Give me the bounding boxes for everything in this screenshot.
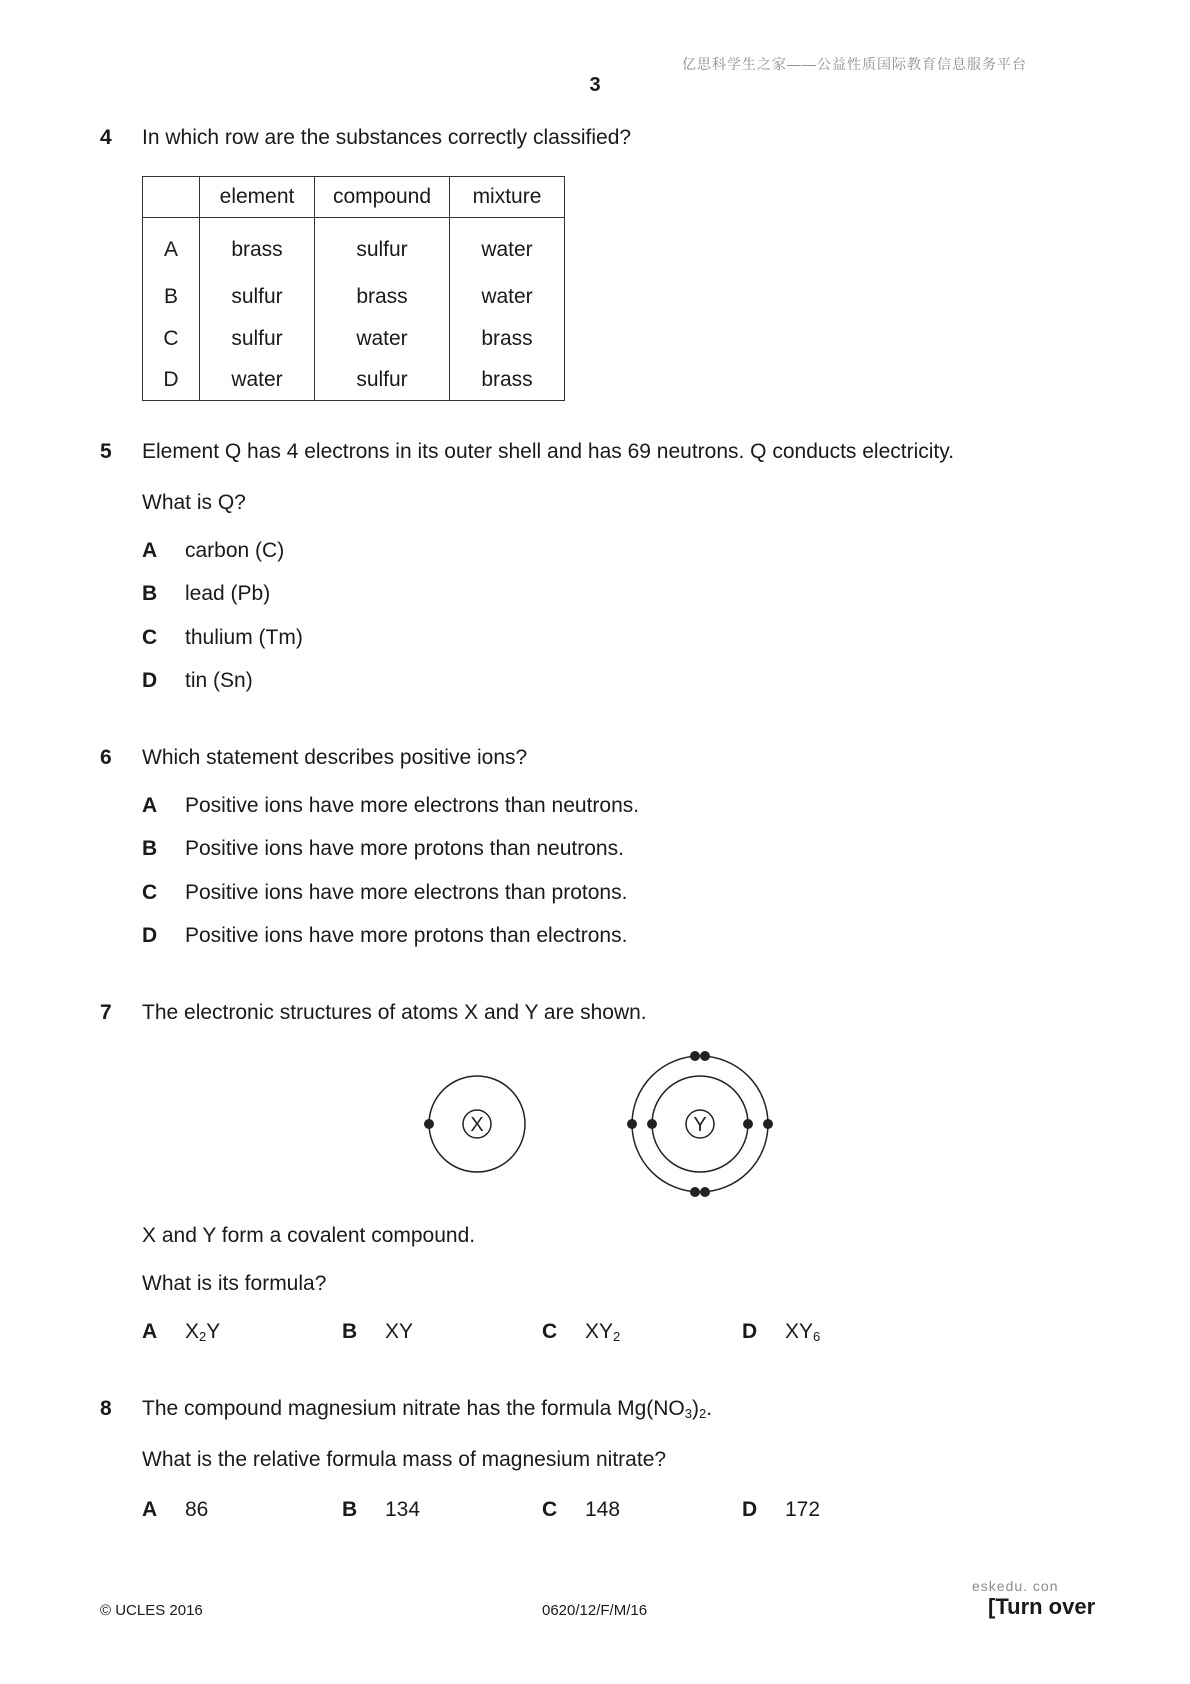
cell-mixture: brass xyxy=(450,360,565,401)
cell-mixture: water xyxy=(450,218,565,277)
q8-option-a-letter: A xyxy=(142,1498,158,1521)
q5-option-a-letter: A xyxy=(142,539,158,562)
q5-option-d-text: tin (Sn) xyxy=(185,669,253,692)
turn-over-label: [Turn over xyxy=(988,1594,1096,1619)
table-row xyxy=(143,318,565,360)
q5-option-d-letter: D xyxy=(142,669,158,692)
electron-structure-diagram xyxy=(410,1040,790,1210)
electron xyxy=(424,1119,434,1129)
electron xyxy=(690,1051,700,1061)
question-6-text: Which statement describes positive ions? xyxy=(142,746,528,769)
table-header-blank xyxy=(143,177,200,218)
q6-option-b-text: Positive ions have more protons than neutrons. xyxy=(185,837,624,860)
cell-compound: sulfur xyxy=(315,360,450,401)
q7-option-c-letter: C xyxy=(542,1320,558,1343)
atom-x xyxy=(424,1076,525,1172)
q6-option-a-letter: A xyxy=(142,794,158,817)
page-number: 3 xyxy=(589,74,601,96)
q5-option-b-letter: B xyxy=(142,582,158,605)
table-header-compound: compound xyxy=(315,177,450,218)
row-label: D xyxy=(143,360,200,401)
q6-option-d-letter: D xyxy=(142,924,158,947)
question-8-number: 8 xyxy=(100,1397,112,1420)
electron xyxy=(690,1187,700,1197)
cell-element: sulfur xyxy=(200,276,315,318)
q8-option-d-text: 172 xyxy=(785,1498,821,1521)
q7-option-b-letter: B xyxy=(342,1320,358,1343)
cell-mixture: brass xyxy=(450,318,565,360)
row-label: B xyxy=(143,276,200,318)
q8-option-b-text: 134 xyxy=(385,1498,421,1521)
q5-option-c-text: thulium (Tm) xyxy=(185,626,303,649)
cell-element: brass xyxy=(200,218,315,277)
q6-option-a-text: Positive ions have more electrons than neutrons. xyxy=(185,794,640,817)
q6-option-b-letter: B xyxy=(142,837,158,860)
q8-option-a-text: 86 xyxy=(185,1498,209,1521)
q5-option-b-text: lead (Pb) xyxy=(185,582,271,605)
q8-option-b-letter: B xyxy=(342,1498,358,1521)
question-7-prompt: What is its formula? xyxy=(142,1272,327,1295)
row-label: C xyxy=(143,318,200,360)
table-header-element: element xyxy=(200,177,315,218)
q7-option-c-text: $XY_2$ xyxy=(585,1320,621,1344)
classification-table xyxy=(142,176,565,401)
question-5-number: 5 xyxy=(100,440,112,463)
question-7-number: 7 xyxy=(100,1001,112,1024)
question-7-statement: X and Y form a covalent compound. xyxy=(142,1224,476,1247)
electron xyxy=(743,1119,753,1129)
q5-option-c-letter: C xyxy=(142,626,158,649)
q7-option-b-text: XY xyxy=(385,1320,414,1343)
q5-option-a-text: carbon (C) xyxy=(185,539,285,562)
question-8-text: The compound magnesium nitrate has the formula $Mg(NO_3)_2$. xyxy=(142,1397,713,1421)
question-4-number: 4 xyxy=(100,126,112,149)
site-watermark: eskedu. con xyxy=(972,1578,1059,1594)
copyright-notice: © UCLES 2016 xyxy=(100,1602,203,1619)
question-4-text: In which row are the substances correctly classified? xyxy=(142,126,632,149)
table-row xyxy=(143,276,565,318)
cell-element: water xyxy=(200,360,315,401)
question-7-text: The electronic structures of atoms X and Y are shown. xyxy=(142,1001,647,1024)
atom-y xyxy=(627,1051,773,1197)
table-header-row xyxy=(143,177,565,218)
q8-option-c-letter: C xyxy=(542,1498,558,1521)
q8-option-c-text: 148 xyxy=(585,1498,621,1521)
question-6-number: 6 xyxy=(100,746,112,769)
question-5-prompt: What is Q? xyxy=(142,491,246,514)
table-header-mixture: mixture xyxy=(450,177,565,218)
question-8-prompt: What is the relative formula mass of magnesium nitrate? xyxy=(142,1448,667,1471)
cell-element: sulfur xyxy=(200,318,315,360)
cell-compound: brass xyxy=(315,276,450,318)
watermark-text: 亿思科学生之家——公益性质国际教育信息服务平台 xyxy=(682,56,1027,72)
q6-option-c-text: Positive ions have more electrons than protons. xyxy=(185,881,628,904)
cell-compound: sulfur xyxy=(315,218,450,277)
electron xyxy=(627,1119,637,1129)
question-5-text: Element Q has 4 electrons in its outer shell and has 69 neutrons. Q conducts electricity. xyxy=(142,440,955,463)
atom-x-label: X xyxy=(470,1114,484,1136)
electron xyxy=(700,1051,710,1061)
q7-option-a-text: $X_2Y$ xyxy=(185,1320,221,1344)
q6-option-c-letter: C xyxy=(142,881,158,904)
q7-option-a-letter: A xyxy=(142,1320,158,1343)
row-label: A xyxy=(143,218,200,277)
cell-mixture: water xyxy=(450,276,565,318)
q7-option-d-text: $XY_6$ xyxy=(785,1320,821,1344)
cell-compound: water xyxy=(315,318,450,360)
q7-option-d-letter: D xyxy=(742,1320,758,1343)
q8-option-d-letter: D xyxy=(742,1498,758,1521)
atom-y-label: Y xyxy=(693,1114,707,1136)
paper-code: 0620/12/F/M/16 xyxy=(542,1602,648,1619)
electron xyxy=(763,1119,773,1129)
table-row xyxy=(143,218,565,277)
electron xyxy=(647,1119,657,1129)
q6-option-d-text: Positive ions have more protons than electrons. xyxy=(185,924,628,947)
electron xyxy=(700,1187,710,1197)
table-row xyxy=(143,360,565,401)
